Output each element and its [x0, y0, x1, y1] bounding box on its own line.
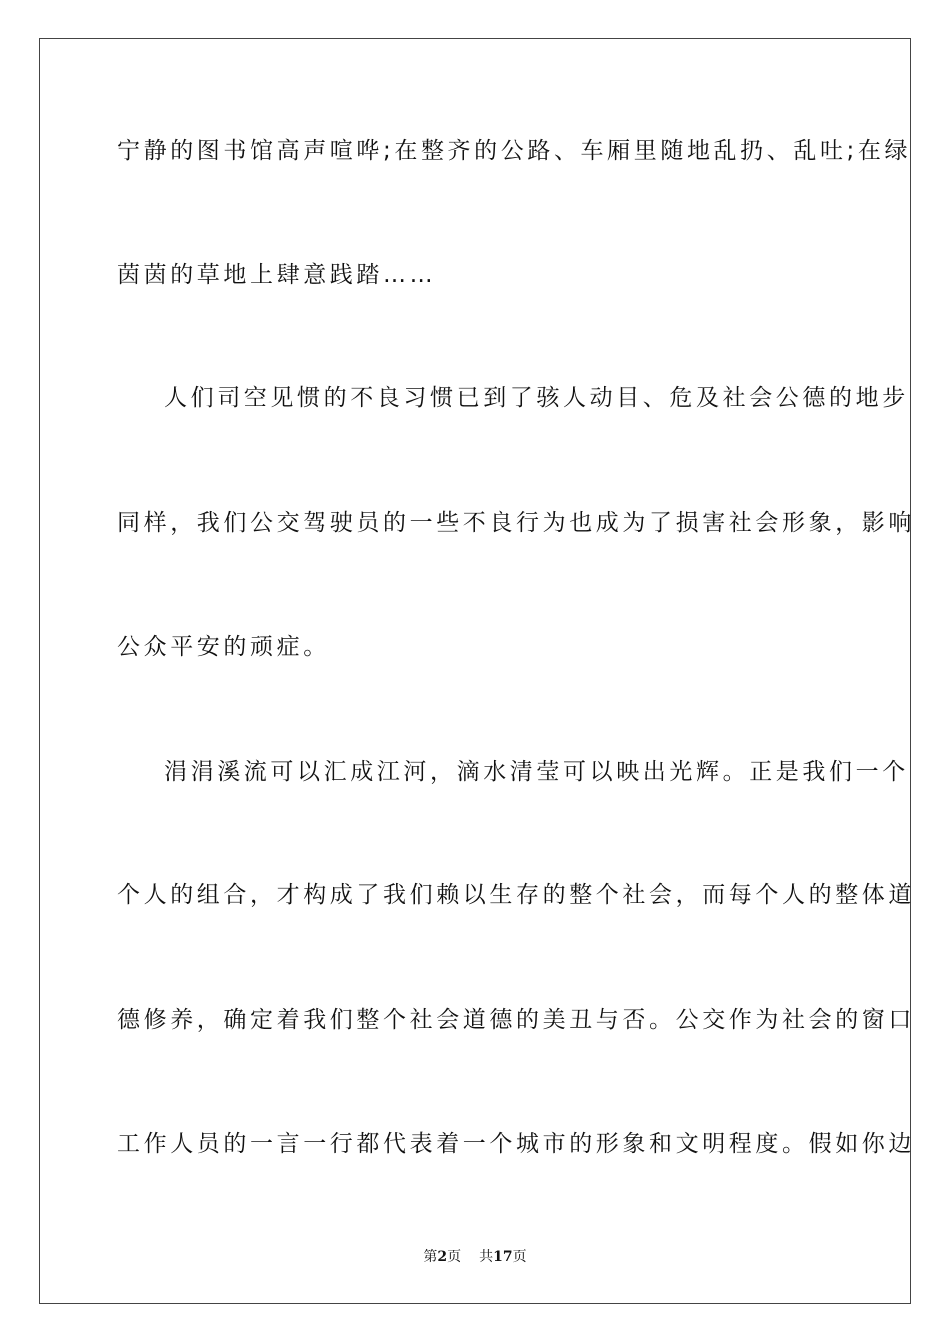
footer-page-prefix: 第 [423, 1249, 438, 1265]
footer-total-suffix: 页 [512, 1249, 527, 1265]
footer-page-suffix: 页 [447, 1249, 462, 1265]
text-line-2: 茵茵的草地上肆意践踏…… [117, 262, 437, 288]
footer-page-number: 2 [437, 1249, 448, 1265]
text-line-7: 个人的组合，才构成了我们赖以生存的整个社会，而每个人的整体道 [117, 882, 915, 908]
text-line-5: 公众平安的顽症。 [117, 634, 330, 660]
footer-total-pages: 17 [493, 1249, 513, 1265]
text-line-4: 同样，我们公交驾驶员的一些不良行为也成为了损害社会形象，影响 [117, 510, 915, 536]
text-line-8: 德修养，确定着我们整个社会道德的美丑与否。公交作为社会的窗口 [117, 1007, 915, 1033]
page-footer [0, 1248, 950, 1266]
page-frame [39, 38, 915, 1304]
text-line-1: 宁静的图书馆高声喧哗;在整齐的公路、车厢里随地乱扔、乱吐;在绿 [117, 138, 912, 164]
text-line-6: 涓涓溪流可以汇成江河，滴水清莹可以映出光辉。正是我们一个 [164, 759, 909, 785]
footer-total-prefix: 共 [479, 1249, 494, 1265]
text-line-3: 人们司空见惯的不良习惯已到了骇人动目、危及社会公德的地步 [164, 385, 909, 411]
text-line-9: 工作人员的一言一行都代表着一个城市的形象和文明程度。假如你边 [117, 1131, 915, 1157]
